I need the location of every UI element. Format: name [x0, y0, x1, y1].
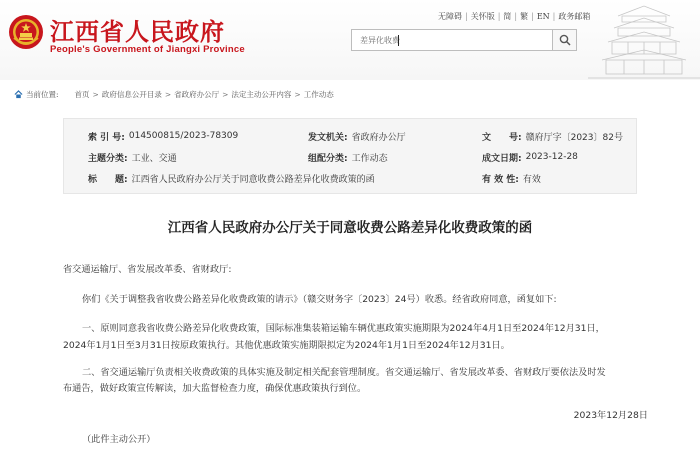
breadcrumb-separator: > — [92, 89, 99, 99]
document-meta-table — [63, 118, 637, 194]
meta-value: 工业、交通 — [131, 153, 177, 164]
search-input[interactable] — [352, 30, 552, 50]
meta-docno — [482, 127, 623, 145]
article-salutation: 省交通运输厅、省发展改革委、省财政厅: — [63, 264, 232, 275]
article-paragraph: 你们《关于调整我省收费公路差异化收费政策的请示》（赣交财务字〔2023〕24号）收悉。经省政府同意，函复如下: — [82, 294, 557, 305]
meta-topic — [88, 148, 177, 166]
care-mode-link[interactable]: 关怀版 — [470, 12, 495, 21]
meta-row — [64, 169, 638, 187]
meta-index — [88, 127, 238, 145]
meta-row — [64, 148, 638, 166]
meta-genre — [308, 148, 388, 166]
breadcrumb-separator: > — [164, 89, 172, 99]
search-button[interactable] — [552, 30, 576, 50]
top-links — [438, 11, 590, 22]
meta-label: 组配分类: — [308, 153, 348, 164]
meta-value: 有效 — [522, 174, 541, 185]
article-footnote: （此件主动公开） — [82, 434, 156, 445]
site-title[interactable]: 江西省人民政府 — [50, 17, 225, 46]
meta-value: 江西省人民政府办公厅关于同意收费公路差异化收费政策的函 — [131, 174, 375, 185]
breadcrumb-prefix: 当前位置: — [26, 89, 59, 99]
english-link[interactable]: EN — [536, 12, 550, 21]
article-title: 江西省人民政府办公厅关于同意收费公路差异化收费政策的函 — [167, 220, 533, 236]
home-icon — [14, 90, 23, 99]
text-cursor — [398, 35, 399, 46]
breadcrumb-statutory[interactable]: 法定主动公开内容 — [231, 89, 292, 99]
meta-issuer — [308, 127, 406, 145]
traditional-link[interactable]: 繁 — [520, 12, 529, 21]
pavilion-illustration — [588, 2, 700, 80]
meta-label: 文 号: — [482, 132, 522, 143]
simplified-link[interactable]: 简 — [503, 12, 512, 21]
meta-value: 赣府厅字〔2023〕82号 — [525, 132, 623, 143]
meta-label: 成文日期: — [482, 153, 522, 164]
link-separator: | — [514, 12, 518, 21]
meta-date — [482, 148, 578, 166]
site-header — [0, 0, 700, 80]
link-separator: | — [465, 12, 468, 21]
gov-mail-link[interactable]: 政务邮箱 — [558, 12, 591, 21]
breadcrumb-separator: > — [222, 89, 229, 99]
breadcrumb-separator: > — [294, 89, 301, 99]
meta-label: 标 题: — [88, 174, 128, 185]
article-paragraph: 一、原则同意我省收费公路差异化收费政策，国际标准集装箱运输车辆优惠政策实施期限为2024年4月1日至2024年12月31日， — [82, 323, 605, 334]
meta-value: 省政府办公厅 — [351, 132, 406, 143]
article-paragraph: 布通告，做好政策宣传解读，加大监督检查力度，确保优惠政策执行到位。 — [63, 383, 367, 394]
search-box — [351, 29, 577, 51]
article-paragraph: 2024年1月1日至3月31日按原政策执行。其他优惠政策实施期限拟定为2024年1月1日至2024年12月31日。 — [63, 340, 510, 351]
meta-label: 发文机关: — [308, 132, 348, 143]
meta-label: 索 引 号: — [88, 132, 125, 143]
national-emblem-icon[interactable] — [8, 14, 44, 50]
article-date: 2023年12月28日 — [573, 410, 648, 421]
meta-validity — [482, 169, 541, 187]
meta-value: 2023-12-28 — [525, 152, 578, 162]
link-separator: | — [531, 12, 534, 21]
meta-value: 工作动态 — [351, 153, 388, 164]
meta-value: 014500815/2023-78309 — [128, 131, 239, 141]
breadcrumb-gov-info[interactable]: 政府信息公开目录 — [101, 89, 162, 99]
breadcrumb-office[interactable]: 省政府办公厅 — [174, 89, 220, 99]
meta-subject — [88, 169, 375, 187]
accessibility-link[interactable]: 无障碍 — [438, 12, 462, 21]
meta-label: 有 效 性: — [482, 174, 519, 185]
search-icon — [559, 34, 571, 46]
link-separator: | — [552, 12, 556, 21]
breadcrumb-current[interactable]: 工作动态 — [303, 89, 334, 99]
breadcrumb-home[interactable]: 首页 — [74, 89, 90, 99]
meta-label: 主题分类: — [88, 153, 128, 164]
breadcrumb — [0, 84, 700, 104]
link-separator: | — [497, 12, 501, 21]
article-paragraph: 二、省交通运输厅负责相关收费政策的具体实施及制定相关配套管理制度。省交通运输厅、省发展改革委、省财政厅要依法及时发 — [82, 367, 606, 378]
site-subtitle: People's Government of Jiangxi Province — [50, 44, 245, 55]
meta-row — [64, 127, 638, 145]
